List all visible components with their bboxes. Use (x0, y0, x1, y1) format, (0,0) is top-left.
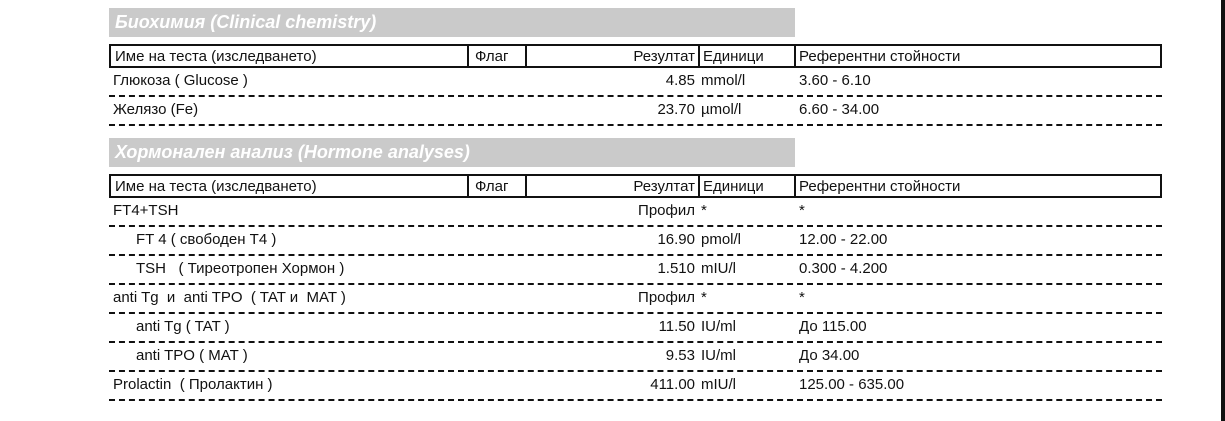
table-row (109, 68, 1162, 97)
test-units: mIU/l (701, 376, 736, 393)
test-name: Глюкоза ( Glucose ) (113, 72, 248, 89)
header-result: Резултат (527, 46, 700, 66)
test-flag (467, 256, 525, 283)
test-name: Желязо (Fe) (113, 101, 199, 118)
section-title: Биохимия (Clinical chemistry) (109, 8, 795, 37)
test-reference: 3.60 - 6.10 (799, 72, 871, 89)
test-flag (467, 372, 525, 399)
test-name: FT4+TSH (113, 202, 179, 219)
test-name: anti Tg и anti TPO ( TAT и MAT ) (113, 289, 346, 306)
biochemistry-section (109, 8, 1162, 126)
test-name: anti TPO ( MAT ) (136, 347, 248, 364)
test-result: Профил (638, 289, 695, 306)
header-reference: Референтни стойности (799, 48, 961, 65)
test-units: µmol/l (701, 101, 742, 118)
test-result: 4.85 (665, 72, 695, 89)
header-units: Единици (700, 176, 796, 196)
test-result: 9.53 (665, 347, 695, 364)
table-row (109, 97, 1162, 126)
test-flag (467, 198, 525, 225)
section-title: Хормонален анализ (Hormone analyses) (109, 138, 795, 167)
test-reference: До 34.00 (799, 347, 860, 364)
header-name: Име на теста (изследването) (111, 46, 469, 66)
test-units: * (701, 289, 707, 306)
test-result: 1.510 (657, 260, 695, 277)
test-reference: 0.300 - 4.200 (799, 260, 888, 277)
table-header (109, 44, 1162, 68)
test-units: pmol/l (701, 231, 742, 248)
test-reference: * (799, 202, 805, 219)
table-row (109, 198, 1162, 227)
test-result: Профил (638, 202, 695, 219)
header-flag: Флаг (469, 176, 527, 196)
test-units: IU/ml (701, 347, 736, 364)
test-flag (467, 97, 525, 124)
table-row (109, 314, 1162, 343)
table-row (109, 256, 1162, 285)
header-units: Единици (700, 46, 796, 66)
test-flag (467, 285, 525, 312)
test-result: 16.90 (657, 231, 695, 248)
test-name: anti Tg ( TAT ) (136, 318, 230, 335)
test-flag (467, 343, 525, 370)
test-units: * (701, 202, 707, 219)
table-header (109, 174, 1162, 198)
header-reference: Референтни стойности (799, 178, 961, 195)
test-result: 411.00 (650, 376, 695, 393)
test-name: Prolactin ( Пролактин ) (113, 376, 273, 393)
test-reference: * (799, 289, 805, 306)
header-result: Резултат (527, 176, 700, 196)
test-reference: 12.00 - 22.00 (799, 231, 888, 248)
test-flag (467, 314, 525, 341)
page-edge (1221, 0, 1225, 421)
test-reference: 6.60 - 34.00 (799, 101, 880, 118)
test-name: TSH ( Тиреотропен Хормон ) (136, 260, 345, 277)
table-row (109, 285, 1162, 314)
test-result: 23.70 (657, 101, 695, 118)
hormone-section (109, 138, 1162, 401)
test-units: mIU/l (701, 260, 736, 277)
header-name: Име на теста (изследването) (111, 176, 469, 196)
test-flag (467, 227, 525, 254)
table-row (109, 227, 1162, 256)
test-units: IU/ml (701, 318, 736, 335)
header-flag: Флаг (469, 46, 527, 66)
test-units: mmol/l (701, 72, 746, 89)
test-reference: 125.00 - 635.00 (799, 376, 905, 393)
table-row (109, 343, 1162, 372)
test-result: 11.50 (658, 318, 695, 335)
test-reference: До 115.00 (799, 318, 867, 335)
test-name: FT 4 ( свободен Т4 ) (136, 231, 277, 248)
test-flag (467, 68, 525, 95)
table-row (109, 372, 1162, 401)
